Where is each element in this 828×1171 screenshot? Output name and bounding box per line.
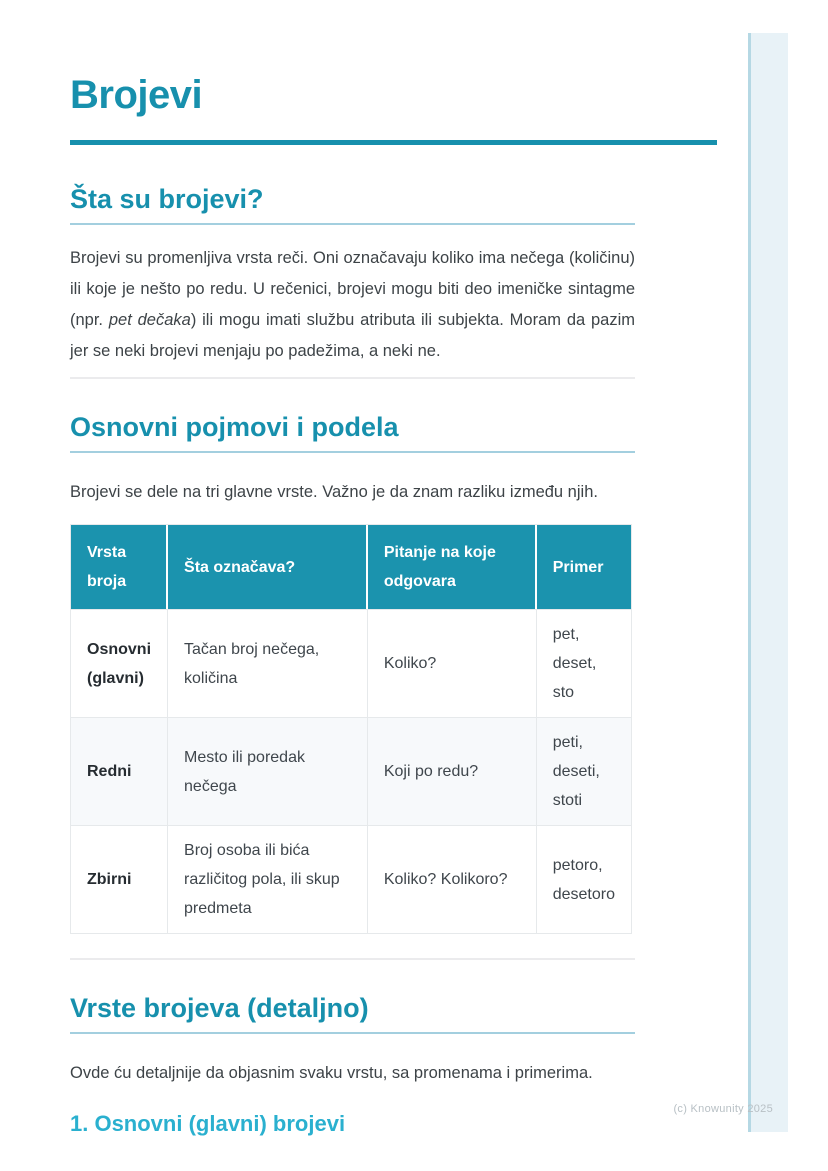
cell-meaning: Mesto ili poredak nečega <box>168 717 368 825</box>
table-header-cell-meaning: Šta označava? <box>168 525 368 609</box>
paragraph-what-italic-example: pet dečaka <box>108 311 191 329</box>
cell-type: Zbirni <box>71 825 168 933</box>
paragraph-what-before: Brojevi su promenljiva vrsta reči. Oni označavaju koliko ima nečega (količinu) ili koje je nešto po redu. U rečenici, brojevi mogu biti deo imeničke sintagme (npr. <box>70 249 635 329</box>
numbers-table <box>70 524 632 934</box>
table-row <box>71 717 631 825</box>
cell-question: Koliko? Kolikoro? <box>368 825 537 933</box>
cell-meaning: Tačan broj nečega, količina <box>168 609 368 717</box>
table-header-cell-example: Primer <box>537 525 631 609</box>
cell-type: Redni <box>71 717 168 825</box>
cell-question: Koji po redu? <box>368 717 537 825</box>
section-heading-types: Vrste brojeva (detaljno) <box>70 993 369 1023</box>
heading-underline-basics <box>70 451 635 453</box>
table-row <box>71 825 631 933</box>
cell-type: Osnovni (glavni) <box>71 609 168 717</box>
heading-underline-what <box>70 223 635 225</box>
cell-example: petoro, desetoro <box>537 825 631 933</box>
cell-example: peti, deseti, stoti <box>537 717 631 825</box>
table-header-cell-type: Vrsta broja <box>71 525 168 609</box>
paragraph-what-after: ) ili mogu imati službu atributa ili subjekta. Moram da pazim jer se neki brojevi menjaju po padežima, a neki ne. <box>70 311 636 360</box>
title-rule <box>70 140 717 145</box>
cell-example: pet, deset, sto <box>537 609 631 717</box>
cell-question: Koliko? <box>368 609 537 717</box>
footer-copyright: (c) Knowunity 2025 <box>673 1103 773 1115</box>
page-title: Brojevi <box>70 73 203 117</box>
heading-underline-types <box>70 1032 635 1034</box>
section-heading-what: Šta su brojevi? <box>70 184 264 214</box>
paragraph-what <box>70 243 635 367</box>
section-divider-1 <box>70 377 635 379</box>
section-divider-2 <box>70 958 635 960</box>
paragraph-types-intro: Ovde ću detaljnije da objasnim svaku vrstu, sa promenama i primerima. <box>70 1064 593 1082</box>
section-heading-basics: Osnovni pojmovi i podela <box>70 412 399 442</box>
cell-meaning: Broj osoba ili bića različitog pola, ili skup predmeta <box>168 825 368 933</box>
side-accent-strip <box>748 33 788 1132</box>
document-content <box>70 0 730 1137</box>
table-header-cell-question: Pitanje na koje odgovara <box>368 525 537 609</box>
table-row <box>71 609 631 717</box>
subsection-heading-cardinal: 1. Osnovni (glavni) brojevi <box>70 1111 346 1136</box>
table-header-row <box>71 525 631 609</box>
paragraph-basics-intro: Brojevi se dele na tri glavne vrste. Važno je da znam razliku između njih. <box>70 483 598 501</box>
